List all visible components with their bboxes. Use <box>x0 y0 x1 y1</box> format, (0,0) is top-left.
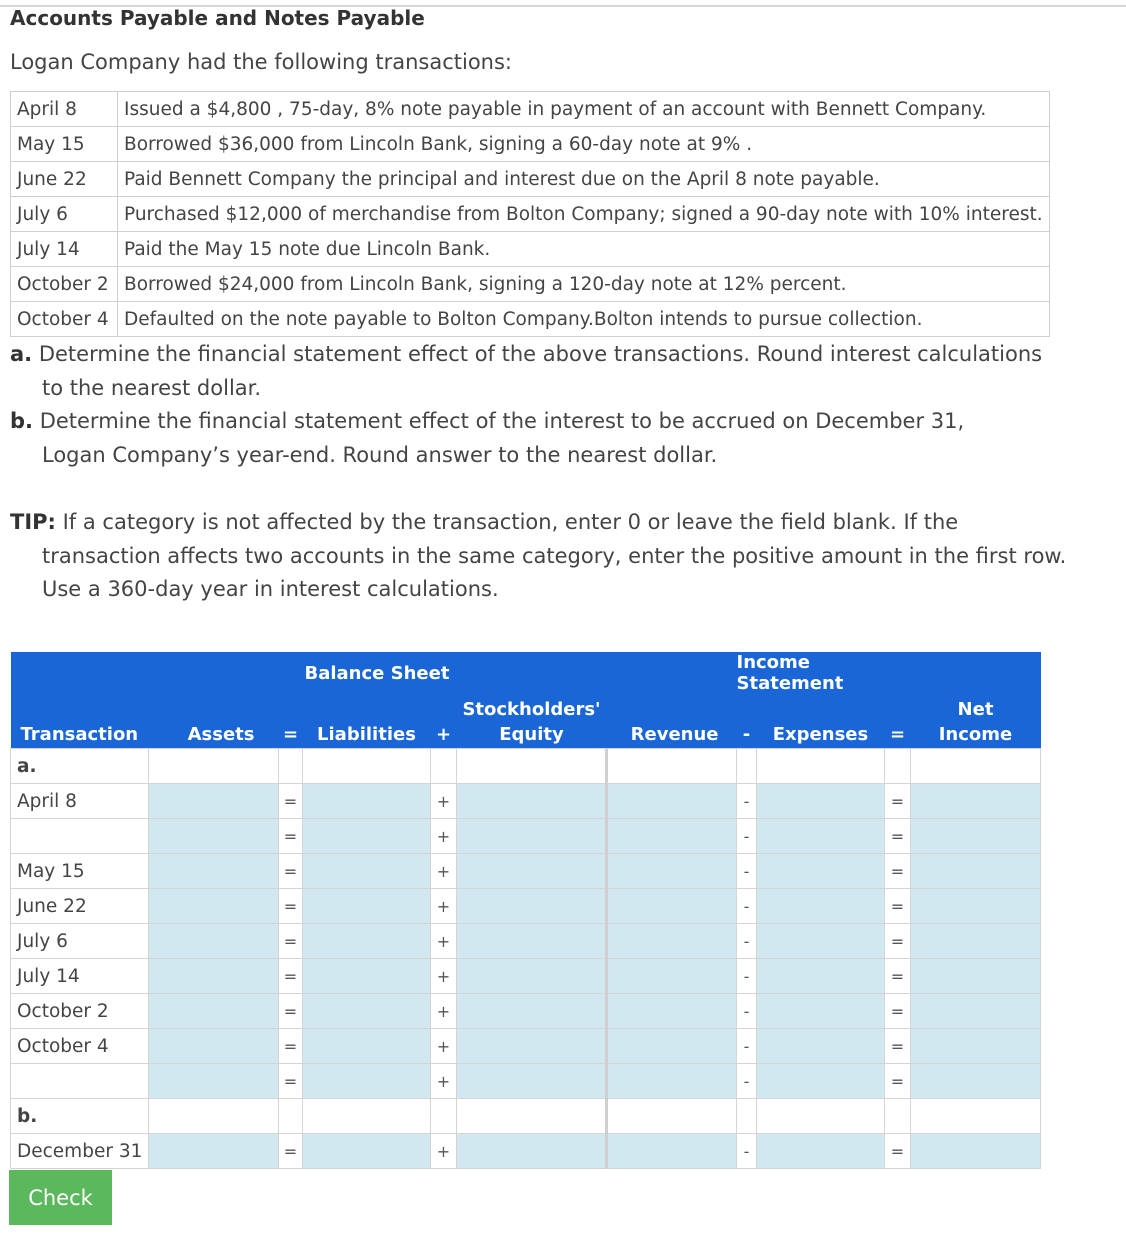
net-income-input[interactable] <box>911 924 1041 959</box>
plus-sign: + <box>431 854 457 889</box>
assets-input[interactable] <box>149 924 279 959</box>
liabilities-input[interactable] <box>303 784 431 819</box>
row-label: October 4 <box>11 1029 149 1064</box>
equals-sign: = <box>279 889 303 924</box>
empty-cell <box>303 1099 431 1134</box>
plus-sign: + <box>431 819 457 854</box>
empty-cell <box>757 749 885 784</box>
revenue-input[interactable] <box>607 1029 737 1064</box>
grid-row <box>11 1064 1041 1099</box>
transaction-row <box>11 127 1050 162</box>
tip-text <box>10 506 1100 607</box>
transactions-table <box>10 91 1050 337</box>
minus-sign: - <box>737 1029 757 1064</box>
equity-input[interactable] <box>457 1029 607 1064</box>
transaction-row <box>11 92 1050 127</box>
plus-sign: + <box>431 1134 457 1169</box>
section-b-row <box>11 1099 1041 1134</box>
section-a-row-label: a. <box>11 749 149 784</box>
expenses-input[interactable] <box>757 819 885 854</box>
question-b-line2: Logan Company’s year-end. Round answer to the nearest dollar. <box>42 442 718 467</box>
liabilities-input[interactable] <box>303 959 431 994</box>
empty-cell <box>149 749 279 784</box>
plus-sign: + <box>431 1029 457 1064</box>
grid-row <box>11 854 1041 889</box>
transaction-date: June 22 <box>11 162 118 197</box>
revenue-input[interactable] <box>607 784 737 819</box>
expenses-input[interactable] <box>757 889 885 924</box>
expenses-input[interactable] <box>757 994 885 1029</box>
assets-input[interactable] <box>149 994 279 1029</box>
assets-input[interactable] <box>149 1064 279 1099</box>
empty-cell <box>279 1099 303 1134</box>
equals-sign: = <box>279 994 303 1029</box>
intro-text: Logan Company had the following transactions: <box>10 50 512 74</box>
equals-sign: = <box>885 1134 911 1169</box>
expenses-input[interactable] <box>757 1134 885 1169</box>
transaction-row <box>11 267 1050 302</box>
transaction-date: October 2 <box>11 267 118 302</box>
income-header: Income <box>911 720 1041 749</box>
row-label <box>11 1064 149 1099</box>
equity-input[interactable] <box>457 994 607 1029</box>
page-title: Accounts Payable and Notes Payable <box>10 6 425 30</box>
revenue-input[interactable] <box>607 1134 737 1169</box>
row-label: April 8 <box>11 784 149 819</box>
question-a <box>10 338 1100 405</box>
income-statement-header: Income Statement <box>737 652 911 694</box>
revenue-header: Revenue <box>607 720 737 749</box>
grid-row <box>11 959 1041 994</box>
minus-sign: - <box>737 1064 757 1099</box>
transaction-date: October 4 <box>11 302 118 337</box>
net-header: Net <box>911 694 1041 720</box>
equals-sign: = <box>885 784 911 819</box>
liabilities-input[interactable] <box>303 819 431 854</box>
plus-sign: + <box>431 889 457 924</box>
assets-input[interactable] <box>149 784 279 819</box>
plus-sign: + <box>431 994 457 1029</box>
empty-cell <box>757 1099 885 1134</box>
revenue-input[interactable] <box>607 959 737 994</box>
empty-cell <box>303 749 431 784</box>
tip-line3: Use a 360-day year in interest calculations. <box>42 577 499 601</box>
liabilities-input[interactable] <box>303 1029 431 1064</box>
question-b-line1: Determine the financial statement effect of the interest to be accrued on December 31, <box>33 409 965 433</box>
equals-sign: = <box>885 994 911 1029</box>
minus-sign: - <box>737 994 757 1029</box>
minus-sign: - <box>737 819 757 854</box>
equity-input[interactable] <box>457 1134 607 1169</box>
grid-row <box>11 994 1041 1029</box>
tip-line1: If a category is not affected by the transaction, enter 0 or leave the field blank. If the <box>55 510 959 534</box>
expenses-input[interactable] <box>757 854 885 889</box>
row-label: December 31 <box>11 1134 149 1169</box>
equity-input[interactable] <box>457 784 607 819</box>
revenue-input[interactable] <box>607 854 737 889</box>
equals-header: = <box>279 720 303 749</box>
grid-row <box>11 889 1041 924</box>
net-income-input[interactable] <box>911 889 1041 924</box>
equals-sign: = <box>279 924 303 959</box>
liabilities-input[interactable] <box>303 889 431 924</box>
empty-cell <box>457 1099 607 1134</box>
empty-cell <box>457 749 607 784</box>
empty-cell <box>431 1099 457 1134</box>
minus-sign: - <box>737 924 757 959</box>
liabilities-header: Liabilities <box>303 720 431 749</box>
assets-input[interactable] <box>149 819 279 854</box>
equals-sign: = <box>885 1029 911 1064</box>
net-income-input[interactable] <box>911 819 1041 854</box>
equals-sign: = <box>279 959 303 994</box>
question-a-label: a. <box>10 342 33 366</box>
equity-input[interactable] <box>457 924 607 959</box>
plus-sign: + <box>431 784 457 819</box>
liabilities-input[interactable] <box>303 1134 431 1169</box>
empty-cell <box>911 1099 1041 1134</box>
equals-sign: = <box>279 1029 303 1064</box>
assets-input[interactable] <box>149 959 279 994</box>
equals-sign: = <box>279 784 303 819</box>
equals-sign: = <box>279 854 303 889</box>
section-b-row-label: b. <box>11 1099 149 1134</box>
minus-sign: - <box>737 1134 757 1169</box>
net-income-input[interactable] <box>911 854 1041 889</box>
equity-input[interactable] <box>457 959 607 994</box>
grid-row <box>11 924 1041 959</box>
minus-sign: - <box>737 959 757 994</box>
grid-row <box>11 819 1041 854</box>
revenue-input[interactable] <box>607 924 737 959</box>
equity-input[interactable] <box>457 819 607 854</box>
row-label: October 2 <box>11 994 149 1029</box>
stockholders-header: Stockholders' <box>457 694 607 720</box>
equals-header-2: = <box>885 720 911 749</box>
tip-line2: transaction affects two accounts in the same category, enter the positive amount in the first row. <box>42 543 1067 568</box>
transaction-description: Paid Bennett Company the principal and interest due on the April 8 note payable. <box>118 162 1050 197</box>
plus-sign: + <box>431 924 457 959</box>
minus-header: - <box>737 720 757 749</box>
empty-cell <box>911 749 1041 784</box>
equals-sign: = <box>885 959 911 994</box>
equals-sign: = <box>279 819 303 854</box>
transaction-description: Purchased $12,000 of merchandise from Bolton Company; signed a 90-day note with 10% interest. <box>118 197 1050 232</box>
question-b <box>10 405 1100 472</box>
balance-sheet-header: Balance Sheet <box>303 652 607 694</box>
net-income-input[interactable] <box>911 959 1041 994</box>
empty-cell <box>431 749 457 784</box>
expenses-input[interactable] <box>757 924 885 959</box>
equity-header: Equity <box>457 720 607 749</box>
empty-cell <box>885 749 911 784</box>
row-label: July 14 <box>11 959 149 994</box>
equals-sign: = <box>885 819 911 854</box>
transaction-header: Transaction <box>11 720 149 749</box>
transaction-date: July 6 <box>11 197 118 232</box>
transaction-date: July 14 <box>11 232 118 267</box>
question-a-line1: Determine the financial statement effect of the above transactions. Round interest calculations <box>32 342 1043 366</box>
liabilities-input[interactable] <box>303 994 431 1029</box>
minus-sign: - <box>737 784 757 819</box>
minus-sign: - <box>737 889 757 924</box>
revenue-input[interactable] <box>607 994 737 1029</box>
empty-cell <box>885 1099 911 1134</box>
row-label <box>11 819 149 854</box>
transaction-date: April 8 <box>11 92 118 127</box>
assets-input[interactable] <box>149 1134 279 1169</box>
tip-label: TIP: <box>10 510 56 534</box>
plus-sign: + <box>431 1064 457 1099</box>
transaction-row <box>11 162 1050 197</box>
expenses-input[interactable] <box>757 959 885 994</box>
transaction-description: Issued a $4,800 , 75-day, 8% note payable in payment of an account with Bennett Company. <box>118 92 1050 127</box>
net-income-input[interactable] <box>911 1029 1041 1064</box>
expenses-input[interactable] <box>757 1029 885 1064</box>
plus-header: + <box>431 720 457 749</box>
empty-cell <box>737 1099 757 1134</box>
revenue-input[interactable] <box>607 889 737 924</box>
empty-cell <box>279 749 303 784</box>
plus-sign: + <box>431 959 457 994</box>
net-income-input[interactable] <box>911 1064 1041 1099</box>
revenue-input[interactable] <box>607 1064 737 1099</box>
question-b-label: b. <box>10 409 34 433</box>
row-label: May 15 <box>11 854 149 889</box>
transaction-row <box>11 302 1050 337</box>
row-label: July 6 <box>11 924 149 959</box>
assets-input[interactable] <box>149 854 279 889</box>
equals-sign: = <box>279 1064 303 1099</box>
empty-cell <box>149 1099 279 1134</box>
expenses-input[interactable] <box>757 784 885 819</box>
net-income-input[interactable] <box>911 784 1041 819</box>
assets-header: Assets <box>149 720 279 749</box>
expenses-header: Expenses <box>757 720 885 749</box>
section-a-row <box>11 749 1041 784</box>
equity-input[interactable] <box>457 889 607 924</box>
equals-sign: = <box>885 854 911 889</box>
transaction-description: Borrowed $36,000 from Lincoln Bank, signing a 60-day note at 9% . <box>118 127 1050 162</box>
empty-cell <box>607 1099 737 1134</box>
equity-input[interactable] <box>457 1064 607 1099</box>
effects-grid <box>10 652 1041 1169</box>
net-income-input[interactable] <box>911 1134 1041 1169</box>
transaction-description: Paid the May 15 note due Lincoln Bank. <box>118 232 1050 267</box>
equity-input[interactable] <box>457 854 607 889</box>
grid-row <box>11 784 1041 819</box>
net-income-input[interactable] <box>911 994 1041 1029</box>
liabilities-input[interactable] <box>303 924 431 959</box>
empty-cell <box>737 749 757 784</box>
minus-sign: - <box>737 854 757 889</box>
revenue-input[interactable] <box>607 819 737 854</box>
equals-sign: = <box>885 924 911 959</box>
check-button[interactable]: Check <box>9 1170 112 1225</box>
transaction-date: May 15 <box>11 127 118 162</box>
liabilities-input[interactable] <box>303 854 431 889</box>
grid-row <box>11 1134 1041 1169</box>
equals-sign: = <box>279 1134 303 1169</box>
transaction-row <box>11 232 1050 267</box>
grid-row <box>11 1029 1041 1064</box>
transaction-row <box>11 197 1050 232</box>
equals-sign: = <box>885 889 911 924</box>
transaction-description: Borrowed $24,000 from Lincoln Bank, signing a 120-day note at 12% percent. <box>118 267 1050 302</box>
assets-input[interactable] <box>149 1029 279 1064</box>
expenses-input[interactable] <box>757 1064 885 1099</box>
assets-input[interactable] <box>149 889 279 924</box>
question-a-line2: to the nearest dollar. <box>42 375 262 400</box>
equals-sign: = <box>885 1064 911 1099</box>
empty-cell <box>607 749 737 784</box>
row-label: June 22 <box>11 889 149 924</box>
liabilities-input[interactable] <box>303 1064 431 1099</box>
transaction-description: Defaulted on the note payable to Bolton Company.Bolton intends to pursue collection. <box>118 302 1050 337</box>
